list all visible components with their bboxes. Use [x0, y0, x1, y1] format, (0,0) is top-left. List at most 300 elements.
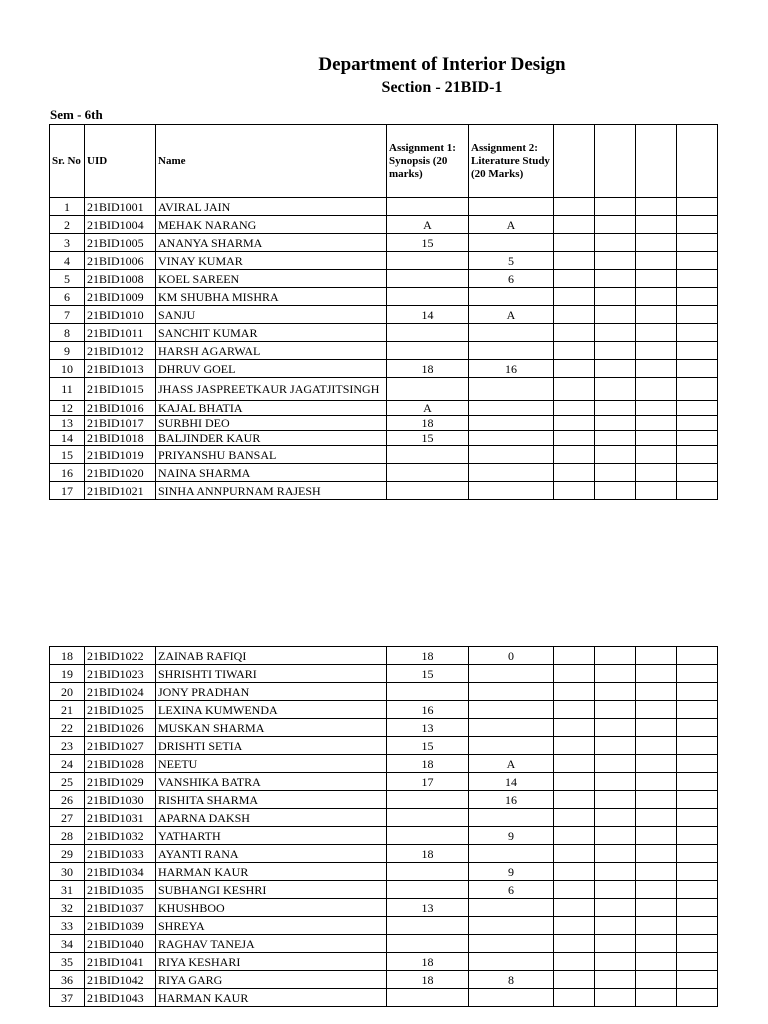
- empty-cell: [636, 288, 677, 306]
- assignment-1-cell: [387, 809, 469, 827]
- name-cell: RISHITA SHARMA: [156, 791, 387, 809]
- table-row: [50, 665, 718, 683]
- table-row: [50, 647, 718, 665]
- table-header-row: [50, 125, 718, 198]
- table-row: [50, 863, 718, 881]
- assignment-1-cell: 18: [387, 755, 469, 773]
- sr-no-cell: 28: [50, 827, 85, 845]
- table-row: [50, 464, 718, 482]
- empty-cell: [554, 482, 595, 500]
- assignment-2-cell: 8: [469, 971, 554, 989]
- empty-cell: [554, 935, 595, 953]
- empty-cell: [636, 482, 677, 500]
- empty-cell: [554, 198, 595, 216]
- assignment-2-cell: 14: [469, 773, 554, 791]
- name-cell: AVIRAL JAIN: [156, 198, 387, 216]
- empty-cell: [677, 252, 718, 270]
- assignment-1-cell: 15: [387, 737, 469, 755]
- header-assignment-2: Assignment 2: Literature Study (20 Marks): [469, 125, 554, 198]
- empty-cell: [595, 953, 636, 971]
- assignment-1-cell: 18: [387, 953, 469, 971]
- uid-cell: 21BID1018: [85, 431, 156, 446]
- empty-cell: [595, 378, 636, 401]
- empty-cell: [636, 863, 677, 881]
- empty-cell: [554, 881, 595, 899]
- uid-cell: 21BID1011: [85, 324, 156, 342]
- assignment-2-cell: [469, 198, 554, 216]
- empty-cell: [677, 971, 718, 989]
- empty-cell: [554, 827, 595, 845]
- name-cell: SURBHI DEO: [156, 416, 387, 431]
- sr-no-cell: 24: [50, 755, 85, 773]
- header-empty: [677, 125, 718, 198]
- sr-no-cell: 3: [50, 234, 85, 252]
- assignment-1-cell: [387, 446, 469, 464]
- uid-cell: 21BID1008: [85, 270, 156, 288]
- empty-cell: [595, 216, 636, 234]
- semester-label: Sem - 6th: [50, 107, 103, 122]
- empty-cell: [595, 647, 636, 665]
- table-row: [50, 198, 718, 216]
- empty-cell: [677, 416, 718, 431]
- empty-cell: [636, 360, 677, 378]
- empty-cell: [636, 342, 677, 360]
- empty-cell: [636, 647, 677, 665]
- empty-cell: [636, 416, 677, 431]
- name-cell: SINHA ANNPURNAM RAJESH: [156, 482, 387, 500]
- uid-cell: 21BID1042: [85, 971, 156, 989]
- assignment-1-cell: [387, 863, 469, 881]
- uid-cell: 21BID1023: [85, 665, 156, 683]
- empty-cell: [595, 198, 636, 216]
- empty-cell: [595, 324, 636, 342]
- empty-cell: [554, 683, 595, 701]
- table-row: [50, 989, 718, 1007]
- empty-cell: [677, 647, 718, 665]
- name-cell: HARMAN KAUR: [156, 989, 387, 1007]
- assignment-2-cell: 6: [469, 270, 554, 288]
- sr-no-cell: 37: [50, 989, 85, 1007]
- assignment-2-cell: [469, 288, 554, 306]
- empty-cell: [636, 431, 677, 446]
- assignment-2-cell: [469, 701, 554, 719]
- empty-cell: [595, 665, 636, 683]
- uid-cell: 21BID1040: [85, 935, 156, 953]
- empty-cell: [554, 791, 595, 809]
- empty-cell: [677, 431, 718, 446]
- table-row: [50, 899, 718, 917]
- empty-cell: [636, 755, 677, 773]
- table-row: [50, 791, 718, 809]
- name-cell: JONY PRADHAN: [156, 683, 387, 701]
- empty-cell: [554, 431, 595, 446]
- empty-cell: [677, 378, 718, 401]
- assignment-2-cell: A: [469, 216, 554, 234]
- sr-no-cell: 26: [50, 791, 85, 809]
- assignment-2-cell: [469, 683, 554, 701]
- table-row: [50, 701, 718, 719]
- name-cell: NEETU: [156, 755, 387, 773]
- assignment-2-cell: [469, 324, 554, 342]
- empty-cell: [554, 899, 595, 917]
- sr-no-cell: 13: [50, 416, 85, 431]
- assignment-1-cell: 18: [387, 845, 469, 863]
- empty-cell: [636, 827, 677, 845]
- assignment-2-cell: [469, 809, 554, 827]
- uid-cell: 21BID1032: [85, 827, 156, 845]
- sr-no-cell: 25: [50, 773, 85, 791]
- name-cell: SANJU: [156, 306, 387, 324]
- name-cell: RIYA GARG: [156, 971, 387, 989]
- empty-cell: [636, 270, 677, 288]
- table-row: [50, 416, 718, 431]
- empty-cell: [677, 899, 718, 917]
- uid-cell: 21BID1034: [85, 863, 156, 881]
- uid-cell: 21BID1001: [85, 198, 156, 216]
- assignment-1-cell: [387, 288, 469, 306]
- empty-cell: [554, 401, 595, 416]
- empty-cell: [677, 665, 718, 683]
- assignment-1-cell: [387, 378, 469, 401]
- table-row: [50, 234, 718, 252]
- assignment-2-cell: 9: [469, 863, 554, 881]
- empty-cell: [636, 989, 677, 1007]
- empty-cell: [554, 863, 595, 881]
- empty-cell: [595, 863, 636, 881]
- empty-cell: [595, 270, 636, 288]
- empty-cell: [595, 791, 636, 809]
- empty-cell: [595, 827, 636, 845]
- empty-cell: [554, 647, 595, 665]
- name-cell: SANCHIT KUMAR: [156, 324, 387, 342]
- empty-cell: [554, 446, 595, 464]
- empty-cell: [677, 270, 718, 288]
- assignment-2-cell: A: [469, 306, 554, 324]
- uid-cell: 21BID1005: [85, 234, 156, 252]
- name-cell: APARNA DAKSH: [156, 809, 387, 827]
- empty-cell: [636, 464, 677, 482]
- sr-no-cell: 19: [50, 665, 85, 683]
- name-cell: VINAY KUMAR: [156, 252, 387, 270]
- empty-cell: [595, 701, 636, 719]
- sr-no-cell: 9: [50, 342, 85, 360]
- empty-cell: [677, 360, 718, 378]
- empty-cell: [636, 446, 677, 464]
- empty-cell: [595, 809, 636, 827]
- empty-cell: [636, 917, 677, 935]
- table-row: [50, 288, 718, 306]
- empty-cell: [677, 234, 718, 252]
- empty-cell: [636, 665, 677, 683]
- assignment-1-cell: 18: [387, 416, 469, 431]
- assignment-2-cell: [469, 378, 554, 401]
- table-row: [50, 971, 718, 989]
- uid-cell: 21BID1010: [85, 306, 156, 324]
- name-cell: HARMAN KAUR: [156, 863, 387, 881]
- empty-cell: [595, 306, 636, 324]
- empty-cell: [595, 464, 636, 482]
- assignment-2-cell: 5: [469, 252, 554, 270]
- empty-cell: [677, 482, 718, 500]
- table-row: [50, 446, 718, 464]
- empty-cell: [554, 845, 595, 863]
- table-row: [50, 773, 718, 791]
- empty-cell: [636, 773, 677, 791]
- assignment-1-cell: 15: [387, 665, 469, 683]
- empty-cell: [677, 827, 718, 845]
- assignment-1-cell: A: [387, 401, 469, 416]
- uid-cell: 21BID1006: [85, 252, 156, 270]
- name-cell: BALJINDER KAUR: [156, 431, 387, 446]
- assignment-1-cell: 18: [387, 360, 469, 378]
- empty-cell: [554, 342, 595, 360]
- empty-cell: [595, 773, 636, 791]
- header-assignment-1: Assignment 1: Synopsis (20 marks): [387, 125, 469, 198]
- assignment-1-cell: [387, 683, 469, 701]
- sr-no-cell: 2: [50, 216, 85, 234]
- table-row: [50, 755, 718, 773]
- assignment-1-cell: [387, 342, 469, 360]
- uid-cell: 21BID1043: [85, 989, 156, 1007]
- empty-cell: [554, 917, 595, 935]
- empty-cell: [677, 198, 718, 216]
- uid-cell: 21BID1030: [85, 791, 156, 809]
- sr-no-cell: 31: [50, 881, 85, 899]
- empty-cell: [595, 234, 636, 252]
- empty-cell: [636, 899, 677, 917]
- page-title: Department of Interior Design: [318, 54, 566, 75]
- empty-cell: [595, 482, 636, 500]
- assignment-1-cell: 17: [387, 773, 469, 791]
- uid-cell: 21BID1009: [85, 288, 156, 306]
- empty-cell: [636, 737, 677, 755]
- table-row: [50, 917, 718, 935]
- empty-cell: [636, 935, 677, 953]
- assignment-2-cell: A: [469, 755, 554, 773]
- empty-cell: [677, 881, 718, 899]
- name-cell: KM SHUBHA MISHRA: [156, 288, 387, 306]
- name-cell: YATHARTH: [156, 827, 387, 845]
- assignment-2-cell: [469, 446, 554, 464]
- table-row: [50, 827, 718, 845]
- sr-no-cell: 15: [50, 446, 85, 464]
- marks-table-1: [49, 124, 718, 500]
- assignment-1-cell: 18: [387, 971, 469, 989]
- table-row: [50, 881, 718, 899]
- sr-no-cell: 35: [50, 953, 85, 971]
- empty-cell: [554, 719, 595, 737]
- table-row: [50, 719, 718, 737]
- empty-cell: [595, 401, 636, 416]
- name-cell: JHASS JASPREETKAUR JAGATJITSINGH: [156, 378, 387, 401]
- table-row: [50, 360, 718, 378]
- empty-cell: [554, 737, 595, 755]
- name-cell: SUBHANGI KESHRI: [156, 881, 387, 899]
- empty-cell: [677, 791, 718, 809]
- assignment-1-cell: A: [387, 216, 469, 234]
- empty-cell: [636, 845, 677, 863]
- sr-no-cell: 21: [50, 701, 85, 719]
- empty-cell: [636, 953, 677, 971]
- name-cell: MEHAK NARANG: [156, 216, 387, 234]
- assignment-2-cell: [469, 737, 554, 755]
- table-row: [50, 809, 718, 827]
- empty-cell: [636, 683, 677, 701]
- sr-no-cell: 27: [50, 809, 85, 827]
- empty-cell: [677, 845, 718, 863]
- empty-cell: [554, 701, 595, 719]
- empty-cell: [595, 416, 636, 431]
- uid-cell: 21BID1027: [85, 737, 156, 755]
- marks-table-2: [49, 646, 718, 1007]
- empty-cell: [554, 270, 595, 288]
- assignment-2-cell: [469, 401, 554, 416]
- name-cell: AYANTI RANA: [156, 845, 387, 863]
- assignment-2-cell: [469, 719, 554, 737]
- empty-cell: [636, 252, 677, 270]
- empty-cell: [595, 755, 636, 773]
- sr-no-cell: 23: [50, 737, 85, 755]
- empty-cell: [677, 324, 718, 342]
- assignment-2-cell: [469, 989, 554, 1007]
- table-row: [50, 216, 718, 234]
- uid-cell: 21BID1012: [85, 342, 156, 360]
- assignment-1-cell: [387, 791, 469, 809]
- sr-no-cell: 36: [50, 971, 85, 989]
- sr-no-cell: 16: [50, 464, 85, 482]
- empty-cell: [677, 953, 718, 971]
- empty-cell: [595, 342, 636, 360]
- empty-cell: [677, 719, 718, 737]
- table-row: [50, 342, 718, 360]
- uid-cell: 21BID1019: [85, 446, 156, 464]
- sr-no-cell: 34: [50, 935, 85, 953]
- header-sr-no: Sr. No: [50, 125, 85, 198]
- assignment-2-cell: [469, 234, 554, 252]
- empty-cell: [554, 378, 595, 401]
- assignment-2-cell: [469, 431, 554, 446]
- assignment-2-cell: 16: [469, 360, 554, 378]
- name-cell: KAJAL BHATIA: [156, 401, 387, 416]
- name-cell: VANSHIKA BATRA: [156, 773, 387, 791]
- empty-cell: [554, 288, 595, 306]
- empty-cell: [595, 881, 636, 899]
- table-row: [50, 737, 718, 755]
- sr-no-cell: 10: [50, 360, 85, 378]
- table-row: [50, 252, 718, 270]
- empty-cell: [595, 989, 636, 1007]
- empty-cell: [595, 431, 636, 446]
- uid-cell: 21BID1020: [85, 464, 156, 482]
- assignment-2-cell: 6: [469, 881, 554, 899]
- empty-cell: [677, 935, 718, 953]
- name-cell: DHRUV GOEL: [156, 360, 387, 378]
- name-cell: DRISHTI SETIA: [156, 737, 387, 755]
- assignment-1-cell: 15: [387, 234, 469, 252]
- assignment-2-cell: [469, 464, 554, 482]
- uid-cell: 21BID1025: [85, 701, 156, 719]
- table-row: [50, 683, 718, 701]
- empty-cell: [677, 216, 718, 234]
- assignment-2-cell: [469, 899, 554, 917]
- name-cell: NAINA SHARMA: [156, 464, 387, 482]
- uid-cell: 21BID1017: [85, 416, 156, 431]
- empty-cell: [636, 198, 677, 216]
- sr-no-cell: 5: [50, 270, 85, 288]
- uid-cell: 21BID1031: [85, 809, 156, 827]
- uid-cell: 21BID1041: [85, 953, 156, 971]
- table-row: [50, 845, 718, 863]
- empty-cell: [595, 288, 636, 306]
- empty-cell: [677, 701, 718, 719]
- empty-cell: [636, 401, 677, 416]
- assignment-1-cell: [387, 324, 469, 342]
- name-cell: MUSKAN SHARMA: [156, 719, 387, 737]
- sr-no-cell: 18: [50, 647, 85, 665]
- empty-cell: [554, 755, 595, 773]
- uid-cell: 21BID1015: [85, 378, 156, 401]
- assignment-2-cell: [469, 917, 554, 935]
- assignment-2-cell: [469, 935, 554, 953]
- empty-cell: [554, 989, 595, 1007]
- name-cell: KHUSHBOO: [156, 899, 387, 917]
- empty-cell: [636, 701, 677, 719]
- name-cell: ANANYA SHARMA: [156, 234, 387, 252]
- empty-cell: [595, 899, 636, 917]
- empty-cell: [595, 917, 636, 935]
- empty-cell: [636, 234, 677, 252]
- empty-cell: [677, 989, 718, 1007]
- sr-no-cell: 30: [50, 863, 85, 881]
- assignment-1-cell: [387, 270, 469, 288]
- empty-cell: [677, 863, 718, 881]
- empty-cell: [554, 809, 595, 827]
- empty-cell: [677, 755, 718, 773]
- name-cell: SHREYA: [156, 917, 387, 935]
- empty-cell: [636, 809, 677, 827]
- empty-cell: [554, 216, 595, 234]
- empty-cell: [677, 737, 718, 755]
- empty-cell: [595, 737, 636, 755]
- assignment-2-cell: 16: [469, 791, 554, 809]
- empty-cell: [554, 324, 595, 342]
- assignment-1-cell: 18: [387, 647, 469, 665]
- empty-cell: [677, 809, 718, 827]
- empty-cell: [677, 773, 718, 791]
- sr-no-cell: 20: [50, 683, 85, 701]
- empty-cell: [554, 773, 595, 791]
- assignment-2-cell: [469, 482, 554, 500]
- uid-cell: 21BID1013: [85, 360, 156, 378]
- empty-cell: [554, 665, 595, 683]
- name-cell: LEXINA KUMWENDA: [156, 701, 387, 719]
- empty-cell: [636, 971, 677, 989]
- assignment-1-cell: [387, 989, 469, 1007]
- empty-cell: [636, 306, 677, 324]
- sr-no-cell: 14: [50, 431, 85, 446]
- sr-no-cell: 32: [50, 899, 85, 917]
- table-row: [50, 270, 718, 288]
- table-row: [50, 431, 718, 446]
- sr-no-cell: 7: [50, 306, 85, 324]
- assignment-1-cell: [387, 464, 469, 482]
- empty-cell: [554, 306, 595, 324]
- uid-cell: 21BID1037: [85, 899, 156, 917]
- empty-cell: [636, 719, 677, 737]
- empty-cell: [636, 324, 677, 342]
- assignment-1-cell: 15: [387, 431, 469, 446]
- empty-cell: [677, 464, 718, 482]
